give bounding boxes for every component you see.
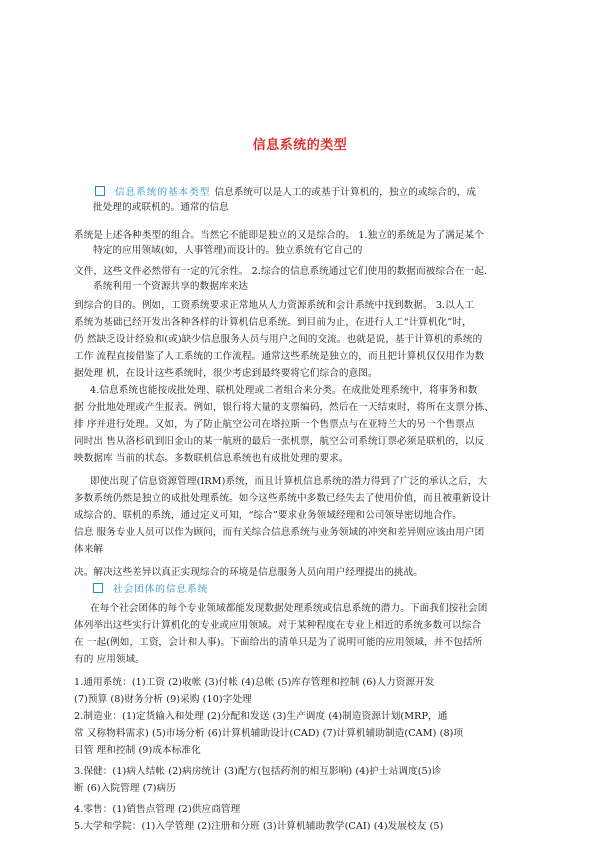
text-line: 批处理的或联机的。通常的信息 [93,202,229,213]
text-line: 映数据库 当前的状态。多数联机信息系统也有成批处理的要求。 [74,453,349,464]
text-line: 决。解决这些差异以真正实现综合的环境是信息服务人员向用户经理提出的挑战。 [74,567,423,578]
text-line: 到综合的目的。例如，工资系统要求正常地从人力资源系统和会计系统中找到数据。 3.以人工 [74,300,475,311]
text-line: 成综合的、联机的系统，通过定义可知，“综合”要求业务领域经理和公司领导密切地合作。 [74,510,463,521]
section-name: 社会团体的信息系统 [113,584,209,595]
text-line: 3.保健：(1)病人结帐 (2)病房统计 (3)配方(包括药剂的相互影响) (4)护士站调度(5)诊 [74,766,442,777]
text-line: 体列举出这些实行计算机化的专业或应用领域。对于某种程度在专业上相近的系统多数可以综合 [74,620,482,631]
text-line: 有的 应用领域。 [74,654,146,665]
checkbox-square-icon [93,583,103,593]
text-line: 2.制造业：(1)定货输入和处理 (2)分配和发送 (3)生产调度 (4)制造资源计划(MRP，通 [74,711,448,722]
text-line: 排 序并进行处理。又如，为了防止航空公司在塔拉斯一个售票点与在亚特兰大的另一个售票点 [74,419,475,430]
text-line: 系统利用一个资源共享的数据库来达 [93,281,249,292]
text-line: 目管 理和控制 (9)成本标准化 [74,745,201,756]
text-line: 即使出现了信息资源管理(IRM)系统，而且计算机信息系统的潜力得到了广泛的承认之后，大 [90,476,488,487]
text-line: 据 分批地处理或产生报表。例如，银行将大量的支票编码，然后在一天结束时，将所在支票分拣、 [74,402,494,413]
text-line: 信息 服务专业人员可以作为顾问，而有关综合信息系统与业务领域的冲突和差异则应该由用户团 [74,527,485,538]
text-line: 在 一起(例如，工资，会计和人事)。下面给出的清单只是为了说明可能的应用领域，并不包括所 [74,637,483,648]
text-line: 在每个社会团体的每个专业领域都能发现数据处理系统或信息系统的潜力。下面我们按社会团 [90,603,488,614]
text-line: 系统为基础已经开发出各种各样的计算机信息系统。到目前为止，在进行人工“计算机化”时， [74,317,472,328]
text-line: 文件，这些文件必然带有一定的冗余性。 2.综合的信息系统通过它们使用的数据而被综合在一起． [74,266,494,277]
page-title: 信息系统的类型 [252,138,348,153]
section-heading-basic-types [95,186,476,200]
section-heading-social-groups [93,583,212,597]
section-name: 信息系统的基本类型 [115,187,211,198]
text-line: 体来解 [74,544,104,555]
text-line: 系统是上述各种类型的组合。当然它不能即是独立的又是综合的。 1.独立的系统是为了满足某个 [74,230,484,241]
checkbox-square-icon [95,186,105,196]
text-line: 4.信息系统也能按成批处理、联机处理或二者组合来分类。在成批处理系统中，将事务和数 [90,385,478,396]
text-line: 仍 然缺乏设计经验和(或)缺少信息服务人员与用户之间的交流。也就是说，基于计算机的系统的 [74,334,483,345]
text-line: 工作 流程直接借鉴了人工系统的工作流程。通常这些系统是独立的，而且把计算机仅仅用作为数 [74,351,485,362]
text-line: 特定的应用领域(如，人事管理)而设计的。独立系统有它自己的 [93,245,363,256]
text-line: 4.零售：(1)销售点管理 (2)供应商管理 [74,804,241,815]
text-line: 断 (6)入院管理 (7)病历 [74,783,176,794]
text-line: 多数系统仍然是独立的成批处理系统。如今这些系统中多数已经失去了使用价值，而且被重新设计 [74,493,491,504]
text-line: 5.大学和学院：(1)入学管理 (2)注册和分班 (3)计算机辅助教学(CAI) (4)发展校友 (5) [74,821,444,832]
text-line: (7)预算 (8)财务分析 (9)采购 (10)字处理 [74,694,252,705]
section-lead-text: 信息系统可以是人工的或基于计算机的，独立的或综合的，成 [214,187,477,198]
text-line: 常 又称物料需求) (5)市场分析 (6)计算机辅助设计(CAD) (7)计算机辅助制造(CAM) (8)项 [74,728,464,739]
text-line: 据处理 机，在设计这些系统时，很少考虑到最终要将它们综合的意图。 [74,368,378,379]
text-line: 1.通用系统：(1)工资 (2)收帐 (3)付帐 (4)总帐 (5)库存管理和控制 (6)人力资源开发 [74,677,435,688]
text-line: 同时出 售从洛杉矶到旧金山的某一航班的最后一张机票，航空公司系统订票必须是联机的，以反 [74,436,485,447]
